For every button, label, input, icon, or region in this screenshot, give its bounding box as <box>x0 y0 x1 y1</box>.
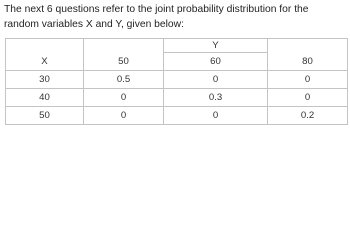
y-value-header: 50 <box>84 53 164 71</box>
table-row <box>6 89 348 107</box>
question-intro-text: The next 6 questions refer to the joint probability distribution for the random variables X and Y, given below: <box>4 4 309 30</box>
probability-cell: 0 <box>164 107 268 125</box>
probability-cell: 0 <box>164 71 268 89</box>
x-value-cell: 40 <box>6 89 84 107</box>
y-value-header: 60 <box>164 53 268 71</box>
probability-cell: 0.5 <box>84 71 164 89</box>
table-row <box>6 71 348 89</box>
table-row <box>6 107 348 125</box>
probability-cell: 0.3 <box>164 89 268 107</box>
x-value-cell: 30 <box>6 71 84 89</box>
table-spacer-cell <box>268 39 348 53</box>
joint-probability-table <box>5 38 348 125</box>
table-header-row <box>6 53 348 71</box>
table-spacer-cell <box>84 39 164 53</box>
table-y-label-row <box>6 39 348 53</box>
probability-cell: 0 <box>268 71 348 89</box>
probability-cell: 0 <box>84 89 164 107</box>
x-variable-label: X <box>6 53 84 71</box>
x-value-cell: 50 <box>6 107 84 125</box>
y-variable-label: Y <box>164 39 268 53</box>
probability-cell: 0 <box>268 89 348 107</box>
probability-cell: 0 <box>84 107 164 125</box>
probability-cell: 0.2 <box>268 107 348 125</box>
table-corner-cell <box>6 39 84 53</box>
y-value-header: 80 <box>268 53 348 71</box>
